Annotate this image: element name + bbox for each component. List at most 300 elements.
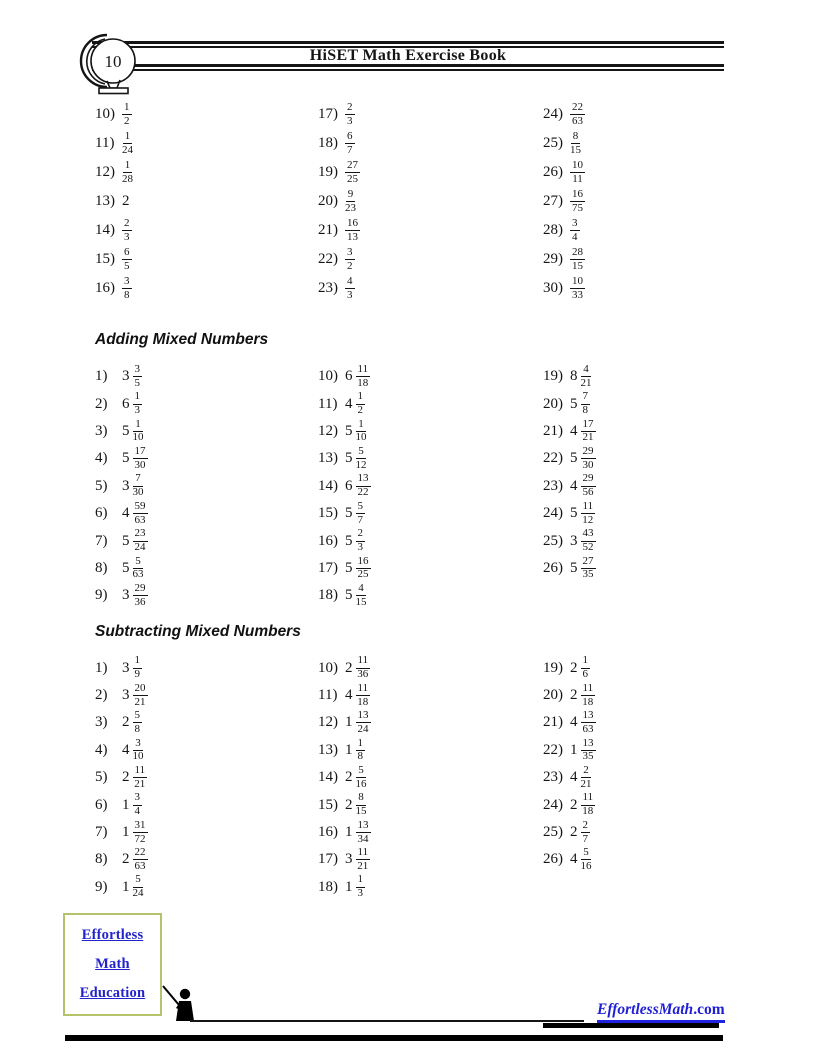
answer-label: 2) (95, 395, 108, 412)
answer-label: 10) (318, 659, 338, 676)
denominator: 16 (355, 777, 367, 790)
answer-item (318, 737, 543, 764)
numerator: 28 (570, 247, 585, 260)
answer-item (95, 655, 318, 682)
whole-number: 4 (570, 477, 578, 494)
denominator: 22 (357, 486, 369, 499)
numerator: 11 (133, 765, 148, 778)
whole-number: 1 (122, 796, 130, 813)
answer-item (318, 129, 543, 158)
answer-column (318, 363, 543, 610)
fraction (133, 391, 143, 417)
fraction (581, 655, 591, 681)
answer-column (95, 363, 318, 610)
numerator: 8 (356, 792, 366, 805)
numerator: 11 (356, 847, 371, 860)
fraction (581, 847, 592, 873)
denominator: 3 (357, 541, 363, 554)
answer-label: 12) (95, 164, 115, 180)
brand-link-education[interactable]: Education (79, 985, 146, 1001)
whole-number: 5 (122, 559, 130, 576)
fraction (570, 131, 581, 157)
answer-item (318, 473, 543, 500)
answer-item (543, 500, 723, 527)
numerator: 16 (356, 556, 371, 569)
numerator: 13 (356, 820, 371, 833)
denominator: 63 (582, 722, 594, 735)
answer-item (543, 682, 723, 709)
denominator: 16 (580, 859, 592, 872)
numerator: 27 (345, 160, 360, 173)
answer-label: 22) (543, 450, 563, 467)
denominator: 30 (134, 458, 146, 471)
whole-number: 1 (345, 714, 353, 731)
whole-number: 5 (570, 450, 578, 467)
numerator: 17 (133, 446, 148, 459)
denominator: 10 (132, 431, 144, 444)
answer-label: 19) (318, 164, 338, 180)
answer-label: 22) (318, 251, 338, 267)
answer-label: 11) (318, 687, 338, 704)
denominator: 18 (582, 805, 594, 818)
answer-label: 5) (95, 477, 108, 494)
denominator: 2 (357, 404, 363, 417)
fraction (570, 247, 585, 273)
denominator: 63 (134, 859, 146, 872)
fraction (122, 102, 132, 128)
answer-label: 7) (95, 532, 108, 549)
fraction (581, 364, 592, 390)
answer-label: 17) (318, 559, 338, 576)
answer-label: 8) (95, 851, 108, 868)
answer-label: 20) (543, 687, 563, 704)
numerator: 3 (133, 364, 143, 377)
whole-number: 4 (122, 505, 130, 522)
whole-number: 5 (345, 450, 353, 467)
answer-label: 18) (318, 587, 338, 604)
answer-item (318, 363, 543, 390)
answers-section (0, 331, 816, 610)
numerator: 3 (570, 218, 580, 231)
answer-column (318, 655, 543, 902)
numerator: 7 (133, 473, 143, 486)
numerator: 11 (356, 655, 371, 668)
answer-label: 10) (95, 106, 115, 122)
answer-label: 18) (318, 135, 338, 151)
answer-label: 26) (543, 851, 563, 868)
answer-item (543, 129, 723, 158)
answer-label: 7) (95, 824, 108, 841)
denominator: 2 (347, 259, 353, 272)
answer-item (318, 582, 543, 609)
answer-label: 23) (543, 769, 563, 786)
answer-label: 13) (318, 741, 338, 758)
answer-item (95, 418, 318, 445)
answer-label: 20) (543, 395, 563, 412)
fraction (133, 820, 148, 846)
answer-item (95, 129, 318, 158)
whole-number: 2 (345, 796, 353, 813)
denominator: 3 (347, 114, 353, 127)
header-rule-bottom-thin (92, 69, 724, 71)
answer-item (95, 445, 318, 472)
whole-number: 3 (345, 851, 353, 868)
denominator: 24 (122, 143, 133, 156)
answer-item (543, 846, 723, 873)
whole-number: 4 (122, 741, 130, 758)
whole-number: 4 (570, 422, 578, 439)
answer-label: 25) (543, 532, 563, 549)
answer-label: 3) (95, 714, 108, 731)
numerator: 13 (581, 710, 596, 723)
denominator: 18 (357, 695, 369, 708)
denominator: 18 (357, 376, 369, 389)
numerator: 2 (122, 218, 132, 231)
fraction (581, 473, 596, 499)
denominator: 5 (134, 376, 140, 389)
answer-item (318, 500, 543, 527)
answer-item (95, 582, 318, 609)
whole-number: 1 (122, 824, 130, 841)
numerator: 22 (133, 847, 148, 860)
answer-label: 24) (543, 505, 563, 522)
answer-item (318, 764, 543, 791)
numerator: 29 (581, 473, 596, 486)
denominator: 30 (132, 486, 144, 499)
answer-item (95, 874, 318, 901)
numerator: 11 (356, 683, 371, 696)
fraction (345, 189, 356, 215)
denominator: 75 (572, 201, 583, 214)
whole-number: 6 (345, 368, 353, 385)
answer-item (543, 187, 723, 216)
whole-number: 4 (570, 851, 578, 868)
numerator: 11 (581, 501, 596, 514)
answers-section (0, 100, 816, 303)
denominator: 8 (124, 288, 130, 301)
answer-item (318, 418, 543, 445)
fraction (356, 473, 371, 499)
answer-label: 23) (543, 477, 563, 494)
fraction (122, 276, 132, 302)
fraction (356, 364, 371, 390)
whole-number: 2 (570, 659, 578, 676)
fraction (570, 276, 585, 302)
answer-label: 27) (543, 193, 563, 209)
answer-label: 14) (318, 769, 338, 786)
fraction (581, 792, 596, 818)
page-title: HiSET Math Exercise Book (309, 47, 507, 64)
answer-item (543, 216, 723, 245)
whole-number: 3 (122, 687, 130, 704)
answer-item (318, 216, 543, 245)
answer-item (95, 187, 318, 216)
denominator: 30 (582, 458, 594, 471)
answer-item (95, 819, 318, 846)
denominator: 36 (134, 595, 146, 608)
denominator: 28 (122, 172, 133, 185)
numerator: 10 (570, 276, 585, 289)
answer-label: 17) (318, 851, 338, 868)
fraction (122, 218, 132, 244)
answer-item (318, 158, 543, 187)
footer-black-bar (65, 1035, 723, 1041)
numerator: 1 (123, 131, 133, 144)
answer-item (318, 846, 543, 873)
whole-number: 2 (122, 769, 130, 786)
numerator: 4 (356, 583, 366, 596)
numerator: 27 (581, 556, 596, 569)
denominator: 24 (134, 541, 146, 554)
numerator: 1 (133, 419, 143, 432)
fraction (133, 655, 143, 681)
answer-label: 17) (318, 106, 338, 122)
answer-label: 4) (95, 741, 108, 758)
denominator: 21 (582, 431, 594, 444)
fraction (356, 874, 366, 900)
denominator: 34 (357, 832, 369, 845)
fraction (133, 501, 148, 527)
answer-label: 11) (318, 395, 338, 412)
answer-label: 15) (318, 796, 338, 813)
denominator: 13 (347, 230, 358, 243)
denominator: 3 (134, 404, 140, 417)
denominator: 25 (347, 172, 358, 185)
denominator: 24 (132, 887, 144, 900)
answer-item (543, 158, 723, 187)
denominator: 25 (357, 568, 369, 581)
denominator: 3 (357, 887, 363, 900)
fraction (581, 419, 596, 445)
denominator: 7 (357, 513, 363, 526)
numerator: 1 (123, 160, 133, 173)
answer-label: 24) (543, 106, 563, 122)
numerator: 3 (345, 247, 355, 260)
answer-item (543, 473, 723, 500)
answer-column (95, 655, 318, 902)
answers-section (0, 623, 816, 902)
denominator: 21 (134, 695, 146, 708)
denominator: 12 (355, 458, 367, 471)
answer-label: 20) (318, 193, 338, 209)
answer-label: 25) (543, 824, 563, 841)
answer-label: 21) (318, 222, 338, 238)
whole-number: 5 (122, 422, 130, 439)
answer-item (543, 819, 723, 846)
fraction (133, 419, 144, 445)
numerator: 7 (581, 391, 591, 404)
fraction (356, 655, 371, 681)
whole-number: 5 (570, 559, 578, 576)
answer-label: 8) (95, 559, 108, 576)
whole-number: 5 (345, 532, 353, 549)
answer-item (95, 390, 318, 417)
fraction (133, 364, 143, 390)
denominator: 23 (345, 201, 356, 214)
answer-item (543, 555, 723, 582)
numerator: 1 (356, 874, 366, 887)
whole-number: 8 (570, 368, 578, 385)
numerator: 1 (133, 391, 143, 404)
answer-label: 10) (318, 368, 338, 385)
answer-label: 13) (318, 450, 338, 467)
whole-number: 5 (122, 450, 130, 467)
whole-number: 4 (570, 769, 578, 786)
answer-label: 16) (318, 532, 338, 549)
fraction (581, 556, 596, 582)
whole-number: 5 (345, 422, 353, 439)
answer-label: 1) (95, 659, 108, 676)
denominator: 15 (355, 805, 367, 818)
numerator: 6 (122, 247, 132, 260)
fraction (122, 247, 132, 273)
whole-number: 6 (122, 395, 130, 412)
fraction (581, 446, 596, 472)
numerator: 5 (133, 874, 143, 887)
answer-item (95, 363, 318, 390)
fraction (356, 419, 367, 445)
numerator: 1 (356, 738, 366, 751)
answer-label: 15) (95, 251, 115, 267)
whole-number: 1 (345, 741, 353, 758)
whole-number: 1 (122, 878, 130, 895)
answer-item (318, 445, 543, 472)
numerator: 3 (133, 738, 143, 751)
answer-item (95, 791, 318, 818)
answer-label: 16) (318, 824, 338, 841)
denominator: 63 (572, 114, 583, 127)
answer-item (95, 737, 318, 764)
numerator: 2 (581, 820, 591, 833)
denominator: 63 (132, 568, 144, 581)
fraction (356, 820, 371, 846)
numerator: 4 (581, 364, 591, 377)
whole-number: 2 (570, 687, 578, 704)
numerator: 2 (345, 102, 355, 115)
answer-item (543, 709, 723, 736)
fraction (133, 792, 143, 818)
whole-number: 5 (345, 587, 353, 604)
numerator: 23 (133, 528, 148, 541)
denominator: 33 (572, 288, 583, 301)
denominator: 24 (357, 722, 369, 735)
brand-link-math[interactable]: Math (95, 956, 130, 972)
answer-label: 3) (95, 422, 108, 439)
fraction (581, 820, 591, 846)
fraction (345, 276, 355, 302)
whole-number: 4 (345, 687, 353, 704)
answer-label: 19) (543, 368, 563, 385)
denominator: 15 (572, 259, 583, 272)
fraction (122, 131, 133, 157)
denominator: 3 (347, 288, 353, 301)
numerator: 43 (581, 528, 596, 541)
denominator: 52 (582, 541, 594, 554)
answer-item (543, 445, 723, 472)
fraction (581, 391, 591, 417)
answer-item (318, 274, 543, 303)
whole-number: 2 (122, 193, 130, 209)
answer-item (318, 555, 543, 582)
answer-label: 26) (543, 164, 563, 180)
answer-item (318, 791, 543, 818)
website-link[interactable] (597, 1001, 725, 1023)
answer-label: 22) (543, 741, 563, 758)
answer-item (318, 187, 543, 216)
answer-label: 25) (543, 135, 563, 151)
whole-number: 1 (345, 824, 353, 841)
fraction (345, 131, 355, 157)
whole-number: 3 (122, 587, 130, 604)
whole-number: 4 (570, 714, 578, 731)
numerator: 13 (356, 710, 371, 723)
denominator: 9 (134, 668, 140, 681)
denominator: 3 (124, 230, 130, 243)
answer-label: 4) (95, 450, 108, 467)
answer-item (95, 682, 318, 709)
numerator: 1 (581, 655, 591, 668)
whole-number: 3 (122, 477, 130, 494)
answer-item (543, 245, 723, 274)
fraction (581, 528, 596, 554)
fraction (356, 446, 367, 472)
answer-item (543, 418, 723, 445)
section-heading: Adding Mixed Numbers (95, 331, 269, 348)
answer-label: 9) (95, 878, 108, 895)
fraction (356, 792, 367, 818)
numerator: 4 (345, 276, 355, 289)
fraction (570, 102, 585, 128)
answer-item (543, 737, 723, 764)
fraction (133, 683, 148, 709)
denominator: 15 (570, 143, 581, 156)
fraction (356, 391, 366, 417)
fraction (356, 710, 371, 736)
denominator: 15 (355, 595, 367, 608)
answer-item (95, 500, 318, 527)
fraction (133, 738, 144, 764)
denominator: 2 (124, 114, 130, 127)
denominator: 6 (582, 668, 588, 681)
fraction (356, 683, 371, 709)
numerator: 2 (581, 765, 591, 778)
answer-item (95, 527, 318, 554)
brand-logo-box (63, 913, 162, 1016)
denominator: 36 (357, 668, 369, 681)
numerator: 5 (133, 710, 143, 723)
numerator: 3 (122, 276, 132, 289)
fraction (356, 528, 366, 554)
answer-label: 11) (95, 135, 115, 151)
website-underline-bar (543, 1023, 719, 1028)
answer-item (318, 874, 543, 901)
denominator: 35 (582, 568, 594, 581)
brand-link-effortless[interactable]: Effortless (81, 927, 144, 943)
numerator: 59 (133, 501, 148, 514)
numerator: 1 (133, 655, 143, 668)
whole-number: 1 (345, 878, 353, 895)
answer-column (318, 100, 543, 303)
numerator: 1 (122, 102, 132, 115)
answer-item (318, 819, 543, 846)
numerator: 9 (346, 189, 356, 202)
numerator: 20 (133, 683, 148, 696)
denominator: 4 (134, 805, 140, 818)
answer-label: 15) (318, 505, 338, 522)
numerator: 1 (356, 419, 366, 432)
answer-item (318, 100, 543, 129)
denominator: 8 (134, 722, 140, 735)
